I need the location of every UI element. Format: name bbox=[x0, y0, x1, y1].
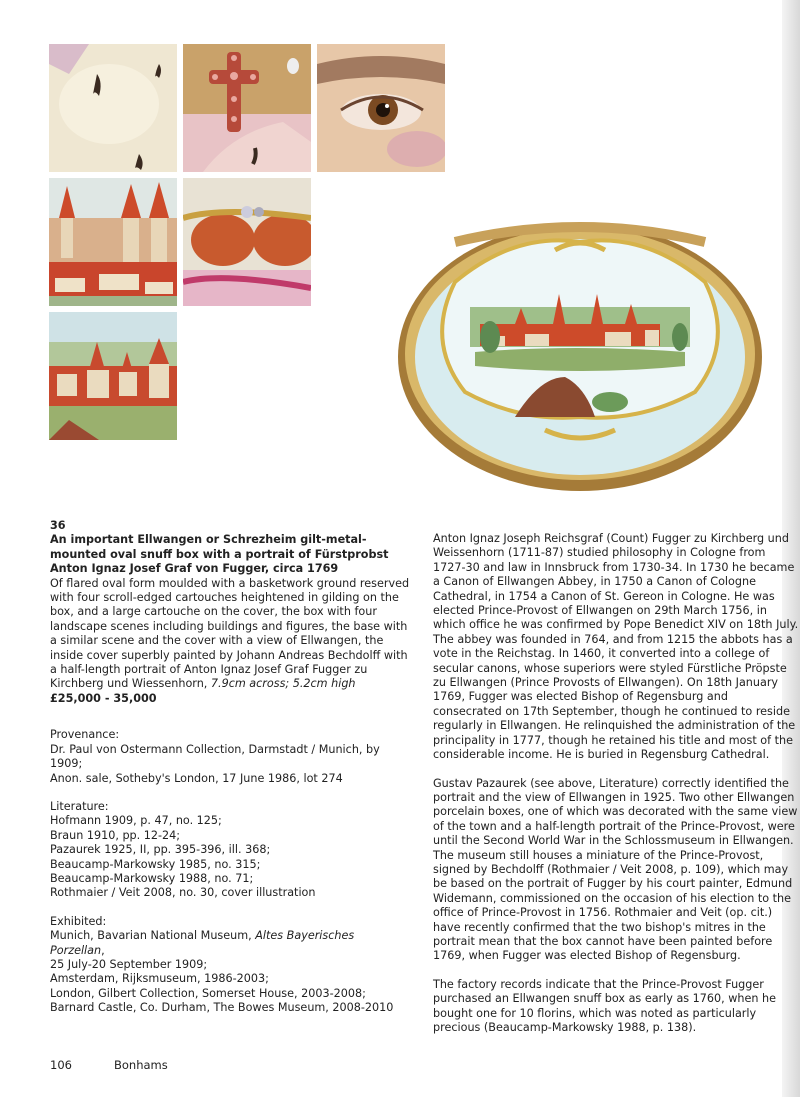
lot-details-column bbox=[50, 519, 410, 1016]
exhibited-line: Amsterdam, Rijksmuseum, 1986-2003; bbox=[50, 972, 269, 986]
essay-column bbox=[433, 532, 799, 1049]
page-number: 106 bbox=[50, 1058, 72, 1072]
exhibited-line bbox=[50, 929, 410, 958]
literature-line: Braun 1910, pp. 12-24; bbox=[50, 828, 181, 842]
provenance-heading: Provenance: bbox=[50, 728, 120, 742]
publisher-name: Bonhams bbox=[114, 1058, 168, 1072]
literature-line: Beaucamp-Markowsky 1985, no. 315; bbox=[50, 857, 261, 871]
essay-paragraph: The factory records indicate that the Prince-Provost Fugger purchased an Ellwangen snuff box as early as 1760, when he bought one for 10 florins, which was noted as particularly precious (Beaucamp-Markowsky 1988, p. 138). bbox=[433, 977, 777, 1034]
lot-number: 36 bbox=[50, 519, 66, 532]
provenance-section bbox=[50, 728, 410, 786]
exhibited-venue: Munich, Bavarian National Museum, bbox=[50, 929, 256, 943]
literature-line: Pazaurek 1925, II, pp. 395-396, ill. 368; bbox=[50, 843, 271, 857]
detail-image-cross bbox=[183, 44, 311, 172]
literature-line: Hofmann 1909, p. 47, no. 125; bbox=[50, 814, 222, 828]
detail-image-towers bbox=[49, 178, 177, 306]
detail-image-cartouche bbox=[183, 178, 311, 306]
lot-dimensions: 7.9cm across; 5.2cm high bbox=[210, 677, 356, 691]
exhibited-heading: Exhibited: bbox=[50, 914, 107, 928]
exhibited-section bbox=[50, 915, 410, 1016]
exhibition-title: Altes Bayerisches Porzellan bbox=[50, 929, 355, 957]
literature-line: Beaucamp-Markowsky 1988, no. 71; bbox=[50, 871, 254, 885]
essay-paragraph: Gustav Pazaurek (see above, Literature) correctly identified the portrait and the view of Ellwangen in 1925. Two other Ellwangen porcelain boxes, one of which was decorated with the same view of the town and a half-length portrait of the Prince-Provost, were until the Second World War in the Schlossmuseum in Ellwangen. The museum still houses a miniature of the Prince-Provost, signed by Bechdolff (Rothmaier / Veit 2008, p. 109), which may be based on the portrait of Fugger by his court painter, Edmund Widemann, commissioned on the occasion of his election to the office of Prince-Provost in 1756. Rothmaier and Veit (op. cit.) have recently confirmed that the two bishop's mitres in the portrait mean that the box cannot have been painted before 1769, when Fugger was elected Bishop of Regensburg. bbox=[433, 776, 798, 963]
lot-estimate: £25,000 - 35,000 bbox=[50, 691, 157, 705]
detail-image-ermine bbox=[49, 44, 177, 172]
essay-paragraph: Anton Ignaz Joseph Reichsgraf (Count) Fugger zu Kirchberg und Weissenhorn (1711-87) studied philosophy in Cologne from 1727-30 and law in Innsbruck from 1730-34. In 1730 he became a Canon of Ellwangen Abbey, in 1750 a Canon of Cologne Cathedral, in 1754 a Canon of St. Gereon in Cologne. He was elected Prince-Provost of Ellwangen on 29th March 1756, in which office he was confirmed by Pope Benedict XIV on 18th July. The abbey was founded in 764, and from 1215 the abbots has a vote in the Reichstag. In 1460, it converted into a college of secular canons, whose superiors were styled Fürstliche Pröpste zu Ellwangen (Prince Provosts of Ellwangen). On 18th January 1769, Fugger was elected Bishop of Regensburg and consecrated on 17th September, though he continued to reside regularly in Ellwangen. He relinquished the administration of the principality in 1777, though he retained his title and most of the considerable income. He is buried in Regensburg Cathedral. bbox=[433, 532, 799, 762]
provenance-line: Anon. sale, Sotheby's London, 17 June 1986, lot 274 bbox=[50, 771, 343, 785]
detail-image-town-view bbox=[49, 312, 177, 440]
literature-heading: Literature: bbox=[50, 799, 109, 813]
exhibited-punct: , bbox=[101, 943, 105, 957]
provenance-line: Dr. Paul von Ostermann Collection, Darmstadt / Munich, by 1909; bbox=[50, 742, 380, 771]
snuff-box-photo bbox=[395, 212, 765, 494]
lot-title: An important Ellwangen or Schrezheim gilt-metal-mounted oval snuff box with a portrait of Fürstprobst Anton Ignaz Josef Graf von Fugger, circa 1769 bbox=[50, 533, 389, 576]
literature-section bbox=[50, 800, 410, 901]
lot-description-text: Of flared oval form moulded with a basketwork ground reserved with four scroll-edged cartouches heightened in gilding on the box, and a large cartouche on the cover, the box with four landscape scenes including buildings and figures, the base with a similar scene and the cover with a view of Ellwangen, the inside cover superbly painted by Johann Andreas Bechdolff with a half-length portrait of Anton Ignaz Josef Graf Fugger zu Kirchberg und Wiessenhorn, bbox=[50, 576, 410, 691]
exhibited-line: London, Gilbert Collection, Somerset House, 2003-2008; bbox=[50, 986, 366, 1000]
exhibited-line: Barnard Castle, Co. Durham, The Bowes Museum, 2008-2010 bbox=[50, 1001, 394, 1015]
detail-image-eye bbox=[317, 44, 445, 172]
literature-line: Rothmaier / Veit 2008, no. 30, cover illustration bbox=[50, 886, 316, 900]
lot-description bbox=[50, 577, 410, 692]
exhibited-line: 25 July-20 September 1909; bbox=[50, 957, 208, 971]
